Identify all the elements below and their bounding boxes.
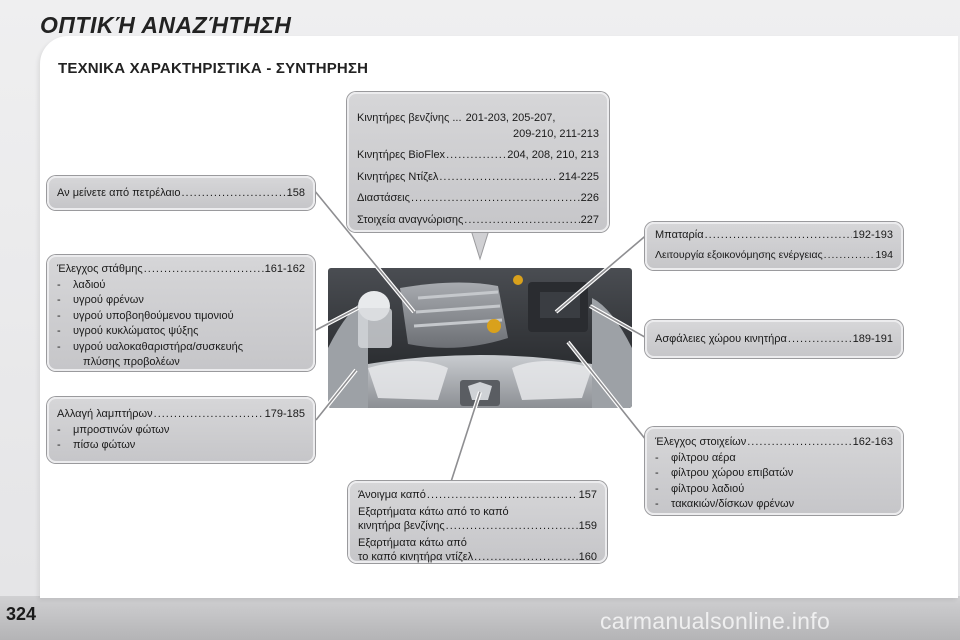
list-item: - υγρού υαλοκαθαριστήρα/συσκευής [57, 340, 244, 353]
list-item: - πίσω φώτων [57, 439, 136, 451]
battery-box[interactable] [645, 222, 903, 270]
list-item: - μπροστινών φώτων [57, 423, 170, 436]
row-label: Ασφάλειες χώρου κινητήρα [655, 333, 787, 345]
dot-leader [144, 262, 264, 278]
dot-leader [154, 407, 264, 423]
dot-leader [446, 148, 506, 164]
row-label: Λειτουργία εξοικονόμησης ενέργειας [655, 248, 823, 261]
dot-leader [439, 170, 557, 186]
row-label: Αν μείνετε από πετρέλαιο [57, 187, 181, 199]
row-page: 158 [286, 187, 305, 199]
row-page: 159 [578, 520, 597, 532]
row-page: 161-162 [264, 263, 305, 275]
row-page: 189-191 [852, 333, 893, 345]
row-page: 226 [580, 192, 599, 204]
list-item: - τακακιών/δίσκων φρένων [655, 498, 795, 510]
list-item: - φίλτρου χώρου επιβατών [655, 467, 794, 479]
fuses-box[interactable] [645, 320, 903, 358]
list-item: - υγρού κυκλώματος ψύξης [57, 325, 199, 337]
row-label: Κινητήρες BioFlex [357, 149, 446, 161]
row-label: Στοιχεία αναγνώρισης [357, 213, 464, 226]
row-label: Μπαταρία [655, 229, 704, 241]
row-page: 194 [875, 248, 893, 261]
specs-row-dimensions[interactable] [357, 191, 599, 207]
dot-leader [747, 435, 851, 451]
list-item: - υγρού φρένων [57, 294, 144, 306]
row-label-line1: Εξαρτήματα κάτω από [358, 537, 467, 549]
row-label: Κινητήρες βενζίνης ... [357, 112, 462, 124]
dot-leader [446, 519, 578, 533]
list-item: - φίλτρου αέρα [655, 451, 736, 464]
row-label: Κινητήρες Ντίζελ [357, 170, 439, 183]
list-item: - υγρού υποβοηθούμενου τιμονιού [57, 309, 234, 322]
dot-leader [464, 213, 579, 229]
dot-leader [824, 248, 875, 264]
row-page: 201-203, 205-207, [465, 112, 556, 124]
bonnet-box[interactable] [348, 481, 607, 563]
row-label: το καπό κινητήρα ντίζελ [358, 551, 474, 563]
row-label-line1: Εξαρτήματα κάτω από το καπό [358, 506, 509, 518]
row-page: 227 [580, 213, 599, 226]
dot-leader [411, 191, 580, 207]
fuel-box[interactable] [47, 176, 315, 210]
page-number: 324 [6, 604, 37, 624]
lamps-box[interactable] [47, 397, 315, 463]
row-label: Άνοιγμα καπό [358, 489, 426, 501]
row-page-continued: 209-210, 211-213 [512, 127, 599, 140]
list-item: - λαδιού [57, 278, 106, 291]
levels-box[interactable] [47, 255, 315, 371]
row-page: 214-225 [558, 170, 599, 183]
section-title: ΤΕΧΝΙΚΑ ΧΑΡΑΚΤΗΡΙΣΤΙΚΑ - ΣΥΝΤΗΡΗΣΗ [58, 60, 369, 77]
list-item: - φίλτρου λαδιού [655, 482, 745, 495]
row-page: 179-185 [264, 408, 305, 420]
row-label: Διαστάσεις [357, 192, 410, 204]
dot-leader [705, 228, 852, 244]
specs-row-bioflex[interactable] [357, 148, 599, 164]
row-page: 162-163 [852, 436, 893, 448]
row-page: 204, 208, 210, 213 [507, 149, 599, 161]
row-page: 157 [578, 489, 597, 501]
row-page: 160 [578, 551, 597, 563]
specs-row-petrol[interactable] [357, 111, 599, 127]
dot-leader [427, 488, 578, 502]
dot-leader [474, 550, 578, 564]
specs-row-diesel[interactable] [357, 170, 599, 186]
specs-row-identification[interactable] [357, 213, 599, 229]
box-title: Έλεγχος στοιχείων [655, 436, 747, 448]
components-box[interactable] [645, 427, 903, 515]
dot-leader [181, 186, 285, 202]
box-title: Έλεγχος στάθμης [57, 263, 143, 275]
box-title: Αλλαγή λαμπτήρων [57, 408, 153, 420]
watermark: carmanualsonline.info [600, 608, 831, 634]
specs-box [347, 92, 609, 232]
row-label: κινητήρα βενζίνης [358, 520, 445, 532]
page-title: ΟΠΤΙΚΉ ΑΝΑΖΉΤΗΣΗ [40, 12, 292, 38]
list-item-continued: πλύσης προβολέων [83, 356, 180, 368]
row-page: 192-193 [852, 229, 893, 241]
dot-leader [788, 332, 852, 348]
